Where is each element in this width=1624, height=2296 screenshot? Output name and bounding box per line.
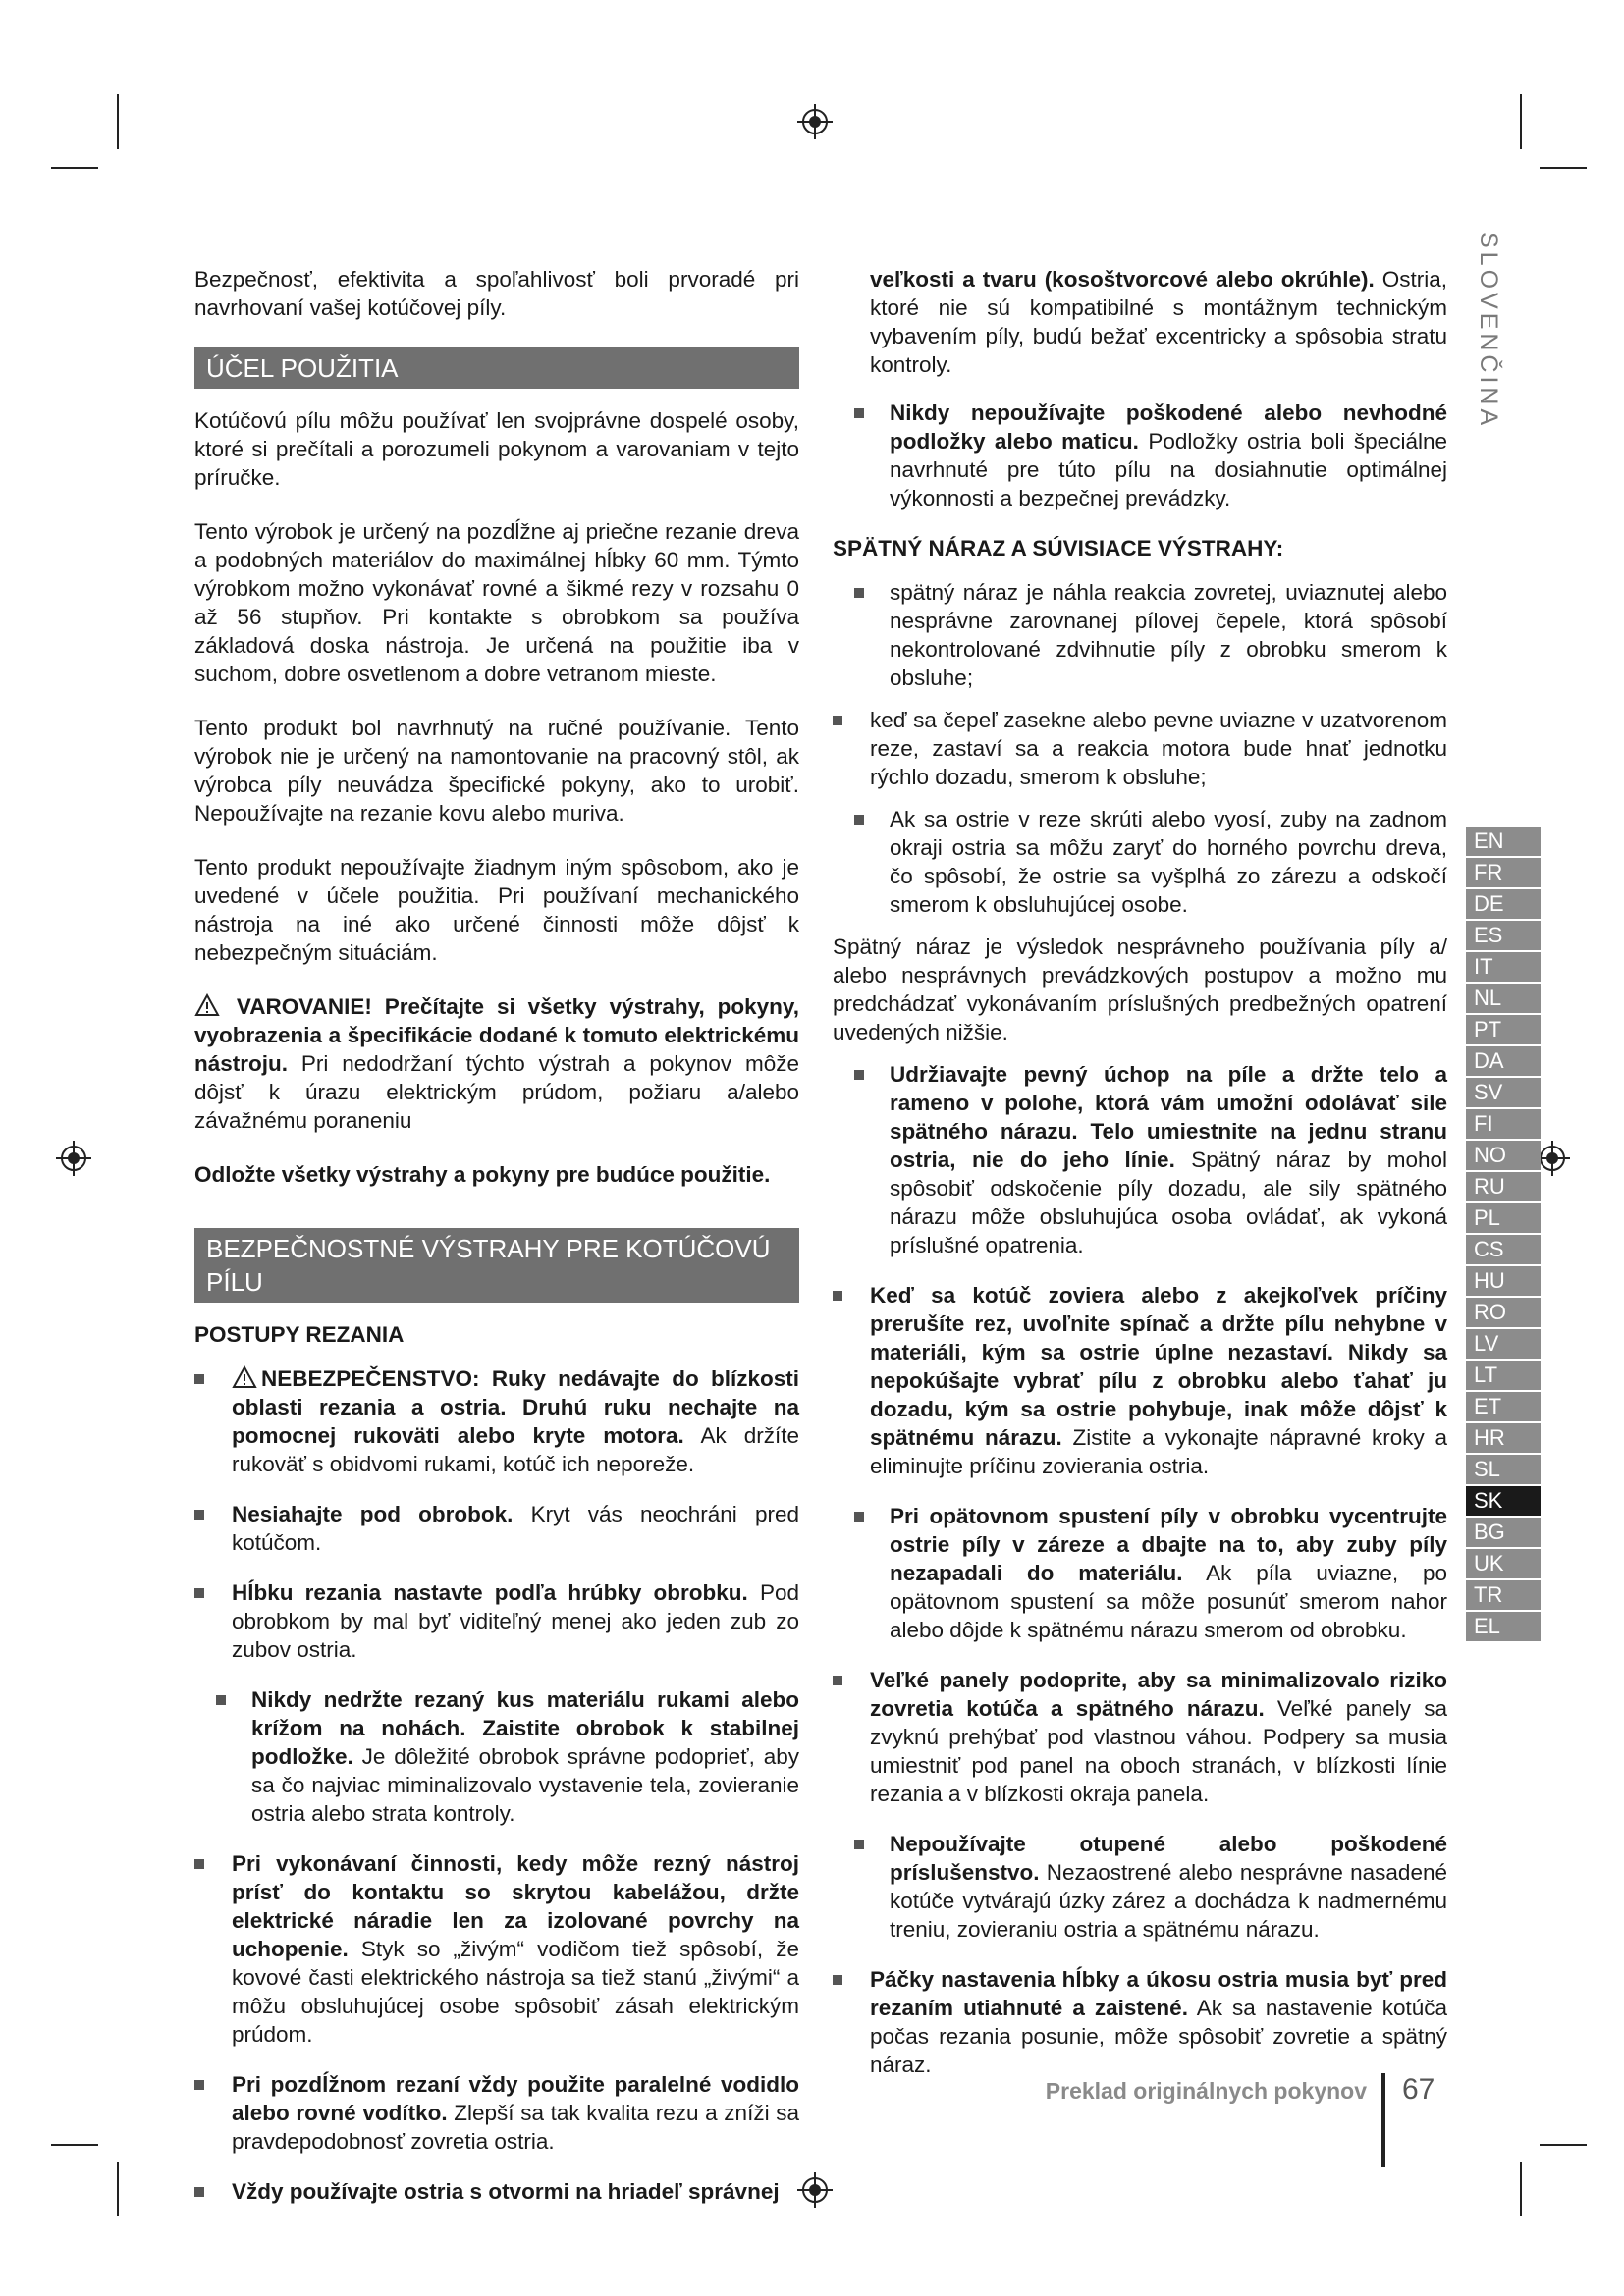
list-item-bold: Nepoužívajte otupené alebo poškodené príslušenstvo. — [890, 1832, 1447, 1885]
list-item-text: Pod obrobkom by mal byť viditeľný menej ako jeden zub zo zubov ostria. — [232, 1580, 799, 1662]
list-item — [833, 1502, 1447, 1644]
language-tab-fr[interactable]: FR — [1466, 858, 1541, 887]
list-item — [194, 1578, 799, 1664]
kickback-paragraph: Spätný náraz je výsledok nesprávneho používania píly a/ alebo nesprávnych prevádzkových postupov a možno mu predchádzať vykonávaním príslušných predbežných opatrení uvedených nižšie. — [833, 934, 1447, 1044]
language-tab-hr[interactable]: HR — [1466, 1423, 1541, 1453]
list-item-text: Styk so „živým“ vodičom tiež spôsobí, že kovové časti elektrického nástroja sa tiež stanú „živými“ a môžu obsluhujúcej osobe spôsobiť zásah elektrickým prúdom. — [232, 1937, 799, 2047]
right-column — [833, 265, 1447, 2101]
list-item-bold: Nesiahajte pod obrobok. — [232, 1502, 514, 1526]
bullet-icon — [854, 588, 864, 598]
left-column — [194, 265, 799, 2227]
crop-mark — [1520, 2162, 1522, 2216]
bullet-icon — [194, 1510, 204, 1520]
warning-paragraph — [194, 992, 799, 1135]
crop-mark — [1520, 94, 1522, 149]
intro-paragraph: Bezpečnosť, efektivita a spoľahlivosť boli prvoradé pri navrhovaní vašej kotúčovej píly. — [194, 267, 799, 320]
list-item-text: Podložky ostria boli špeciálne navrhnuté pre túto pílu na dosiahnutie optimálnej výkonnosti a bezpečnej prevádzky. — [890, 429, 1447, 510]
bullet-icon — [194, 1374, 204, 1384]
list-item-text: Zlepší sa tak kvalita rezu a zníži sa pravdepodobnosť zovretia ostria. — [232, 2101, 799, 2154]
list-item-text: Ak sa ostrie v reze skrúti alebo vyosí, zuby na zadnom okraji ostria sa môžu zaryť do horného povrchu dreva, čo spôsobí, že ostrie sa vyšplhá zo zárezu a odskočí smerom k obsluhujúcej osobe. — [890, 807, 1447, 917]
list-item — [833, 706, 1447, 791]
crop-mark — [51, 167, 98, 169]
list-item-bold: Vždy používajte ostria s otvormi na hriadeľ správnej — [232, 2179, 780, 2204]
list-item-text: Ak píla uviazne, po opätovnom spustení sa môže posunúť smerom nahor alebo dôjde k spätnému nárazu smerom od obrobku. — [890, 1561, 1447, 1642]
crop-mark — [1540, 167, 1587, 169]
language-tab-hu[interactable]: HU — [1466, 1266, 1541, 1296]
language-tabs — [1466, 827, 1541, 1643]
list-item — [194, 1500, 799, 1557]
list-item-bold: Pri pozdĺžnom rezaní vždy použite paralelné vodidlo alebo rovné vodítko. — [232, 2072, 799, 2125]
list-item-bold: Hĺbku rezania nastavte podľa hrúbky obrobku. — [232, 1580, 748, 1605]
crop-mark — [117, 94, 119, 149]
bullet-icon — [854, 1512, 864, 1522]
section-heading-safety: BEZPEČNOSTNÉ VÝSTRAHY PRE KOTÚČOVÚ PÍLU — [194, 1228, 799, 1303]
language-tab-no[interactable]: NO — [1466, 1141, 1541, 1170]
list-item-bold: Keď sa kotúč zoviera alebo z akejkoľvek príčiny prerušíte rez, uvoľnite spínač a držte pílu nehybne v materiáli, kým sa ostrie úplne nezastaví. Nikdy sa nepokúšajte vybrať pílu z obrobku alebo ťahať ju dozadu, kým sa ostrie pohybuje, inak môže dôjsť k spätnému nárazu. — [870, 1283, 1447, 1450]
page-number: 67 — [1402, 2073, 1435, 2106]
language-tab-cs[interactable]: CS — [1466, 1235, 1541, 1264]
list-item-bold: Nikdy nedržte rezaný kus materiálu rukami alebo krížom na nohách. Zaistite obrobok k stabilnej podložke. — [251, 1687, 799, 1769]
list-item — [833, 578, 1447, 692]
bullet-icon — [833, 1291, 842, 1301]
footer-divider — [1381, 2073, 1385, 2167]
list-item-text: spätný náraz je náhla reakcia zovretej, uviaznutej alebo nesprávne zarovnanej pílovej čepele, ktorá spôsobí nekontrolované zdvihnutie píly z obrobku smerom k obsluhe; — [890, 580, 1447, 690]
list-item — [833, 399, 1447, 512]
cutting-procedures-list — [194, 1364, 799, 2206]
crop-mark — [51, 2144, 98, 2146]
list-item-bold: Páčky nastavenia hĺbky a úkosu ostria musia byť pred rezaním utiahnuté a zaistené. — [870, 1967, 1447, 2020]
list-item-text: Ak sa nastavenie kotúča počas rezania posunie, môže spôsobiť zovretie a spätný náraz. — [870, 1996, 1448, 2077]
bullet-icon — [833, 1676, 842, 1685]
list-item-bold: veľkosti a tvaru (kosoštvorcové alebo okrúhle). — [870, 267, 1375, 292]
bullet-icon — [194, 1859, 204, 1869]
bullet-icon — [854, 815, 864, 825]
registration-mark-icon — [56, 1141, 91, 1176]
language-tab-lv[interactable]: LV — [1466, 1329, 1541, 1359]
list-item — [833, 1281, 1447, 1480]
crop-mark — [117, 2162, 119, 2216]
footer-text: Preklad originálnych pokynov — [1045, 2078, 1367, 2104]
language-tab-bg[interactable]: BG — [1466, 1518, 1541, 1547]
list-item-bold: NEBEZPEČENSTVO: Ruky nedávajte do blízkosti oblasti rezania a ostria. Druhú ruku nechajte na pomocnej rukoväti alebo kryte motora. — [232, 1366, 799, 1448]
list-item-text: Je dôležité obrobok správne podoprieť, aby sa čo najviac miminalizovalo vystavenie tela, zovieranie ostria alebo strata kontroly. — [251, 1744, 799, 1826]
bullet-icon — [194, 2080, 204, 2090]
language-tab-sk[interactable]: SK — [1466, 1486, 1541, 1516]
list-item — [194, 2177, 799, 2206]
language-tab-et[interactable]: ET — [1466, 1392, 1541, 1421]
language-tab-pl[interactable]: PL — [1466, 1203, 1541, 1233]
list-item — [833, 1965, 1447, 2079]
list-item — [194, 1364, 799, 1478]
language-tab-sv[interactable]: SV — [1466, 1078, 1541, 1107]
warning-triangle-icon — [232, 1365, 257, 1389]
language-tab-nl[interactable]: NL — [1466, 984, 1541, 1013]
language-tab-ro[interactable]: RO — [1466, 1298, 1541, 1327]
subheading-kickback: SPÄTNÝ NÁRAZ A SÚVISIACE VÝSTRAHY: — [833, 536, 1284, 561]
warning-bold-text: VAROVANIE! Prečítajte si všetky výstrahy, pokyny, vyobrazenia a špecifikácie dodané k tomuto elektrickému nástroju. — [194, 994, 799, 1076]
language-tab-de[interactable]: DE — [1466, 889, 1541, 919]
list-item-bold: Pri vykonávaní činnosti, kedy môže rezný nástroj prísť do kontaktu so skrytou kabelážou, držte elektrické náradie len za izolované povrchy na uchopenie. — [232, 1851, 799, 1961]
list-item-bold: Pri opätovnom spustení píly v obrobku vycentrujte ostrie píly v záreze a dbajte na to, aby zuby píly nezapadali do materiálu. — [890, 1504, 1447, 1585]
list-item-text: Ostria, ktoré nie sú kompatibilné s montážnym technickým vybavením píly, budú bežať excentricky a spôsobia stratu kontroly. — [870, 267, 1447, 377]
list-item-bold: Udržiavajte pevný úchop na píle a držte telo a rameno v polohe, ktorá vám umožní odolávať sile spätného nárazu. Telo umiestnite na jednu stranu ostria, nie do jeho línie. — [890, 1062, 1447, 1172]
list-item — [833, 1666, 1447, 1808]
warning-text: Pri nedodržaní týchto výstrah a pokynov môže dôjsť k úrazu elektrickým prúdom, požiaru a/alebo závažnému poraneniu — [194, 1051, 799, 1133]
paragraph: Tento výrobok je určený na pozdĺžne aj priečne rezanie dreva a podobných materiálov do maximálnej hĺbky 60 mm. Týmto výrobkom možno vykonávať rovné a šikmé rezy v rozsahu 0 až 56 stupňov. Pri kontakte s obrobkom sa používa základová doska nástroja. Je určená na použitie iba v suchom, dobre osvetlenom a dobre vetranom mieste. — [194, 519, 799, 686]
language-tab-es[interactable]: ES — [1466, 921, 1541, 950]
list-item — [833, 1060, 1447, 1259]
language-tab-lt[interactable]: LT — [1466, 1361, 1541, 1390]
language-label: SLOVENČINA — [1475, 232, 1502, 430]
list-item — [194, 2070, 799, 2156]
kickback-causes-list — [833, 578, 1447, 919]
bullet-icon — [216, 1695, 226, 1705]
language-tab-pt[interactable]: PT — [1466, 1015, 1541, 1044]
subheading-cutting-procedures: POSTUPY REZANIA — [194, 1322, 405, 1347]
language-tab-en[interactable]: EN — [1466, 827, 1541, 856]
list-item-text: Ak držíte rukoväť s obidvomi rukami, kotúč ich neporeže. — [232, 1423, 800, 1476]
language-tab-sl[interactable]: SL — [1466, 1455, 1541, 1484]
list-item-bold: Veľké panely podoprite, aby sa minimalizovalo riziko zovretia kotúča a spätného nárazu. — [870, 1668, 1447, 1721]
list-item-text: Kryt vás neochráni pred kotúčom. — [232, 1502, 800, 1555]
keep-instructions-note: Odložte všetky výstrahy a pokyny pre budúce použitie. — [194, 1162, 771, 1187]
paragraph: Tento produkt nepoužívajte žiadnym iným spôsobom, ako je uvedené v účele použitia. Pri používaní mechanického nástroja na iné ako určené činnosti môže dôjsť k nebezpečným situáciám. — [194, 855, 799, 965]
language-tab-el[interactable]: EL — [1466, 1612, 1541, 1641]
bullet-icon — [194, 2187, 204, 2197]
list-item — [833, 1830, 1447, 1944]
list-item — [833, 805, 1447, 919]
paragraph: Kotúčovú pílu môžu používať len svojprávne dospelé osoby, ktoré si prečítali a porozumeli pokynom a varovaniam v tejto príručke. — [194, 408, 799, 490]
registration-mark-icon — [797, 2172, 833, 2208]
bullet-icon — [854, 408, 864, 418]
list-item — [194, 1685, 799, 1828]
language-tab-it[interactable]: IT — [1466, 952, 1541, 982]
warning-triangle-icon — [194, 993, 220, 1017]
list-item-text: Veľké panely sa zvyknú prehýbať pod vlastnou váhou. Podpery sa musia umiestniť pod panel na oboch stranách, v blízkosti línie rezania a v blízkosti okraja panela. — [870, 1696, 1448, 1806]
bullet-icon — [854, 1840, 864, 1849]
section-heading-purpose: ÚČEL POUŽITIA — [194, 347, 799, 389]
list-item-text: Zistite a vykonajte nápravné kroky a eliminujte príčinu zovierania ostria. — [870, 1425, 1447, 1478]
language-tab-uk[interactable]: UK — [1466, 1549, 1541, 1578]
bullet-icon — [854, 1070, 864, 1080]
bullet-icon — [833, 1975, 842, 1985]
crop-mark — [1540, 2144, 1587, 2146]
registration-mark-icon — [797, 104, 833, 139]
list-item-text: Spätný náraz by mohol spôsobiť odskočenie píly dozadu, ale sily spätného nárazu môže obsluhujúca osoba ovládať, ak vykoná príslušné opatrenia. — [890, 1148, 1447, 1257]
paragraph: Tento produkt bol navrhnutý na ručné používanie. Tento výrobok nie je určený na namontovanie na pracovný stôl, ak výrobca píly neuvádza špecifické pokyny, ako to urobiť. Nepoužívajte na rezanie kovu alebo muriva. — [194, 716, 799, 826]
list-item-text: keď sa čepeľ zasekne alebo pevne uviazne v uzatvorenom reze, zastaví sa a reakcia motora bude hnať jednotku rýchlo dozadu, smerom k obsluhe; — [870, 708, 1447, 789]
bullet-icon — [194, 1588, 204, 1598]
list-item — [194, 1849, 799, 2049]
list-item-bold: Nikdy nepoužívajte poškodené alebo nevhodné podložky alebo maticu. — [890, 400, 1447, 454]
language-tab-da[interactable]: DA — [1466, 1046, 1541, 1076]
language-tab-fi[interactable]: FI — [1466, 1109, 1541, 1139]
kickback-precautions-list — [833, 1060, 1447, 2079]
continued-paragraph — [833, 265, 1447, 379]
language-tab-ru[interactable]: RU — [1466, 1172, 1541, 1201]
washer-list — [833, 399, 1447, 512]
language-tab-tr[interactable]: TR — [1466, 1580, 1541, 1610]
bullet-icon — [833, 716, 842, 725]
list-item-text: Nezaostrené alebo nesprávne nasadené kotúče vytvárajú úzky zárez a dochádza k nadmernému treniu, zovieraniu ostria a spätnému nárazu. — [890, 1860, 1447, 1942]
